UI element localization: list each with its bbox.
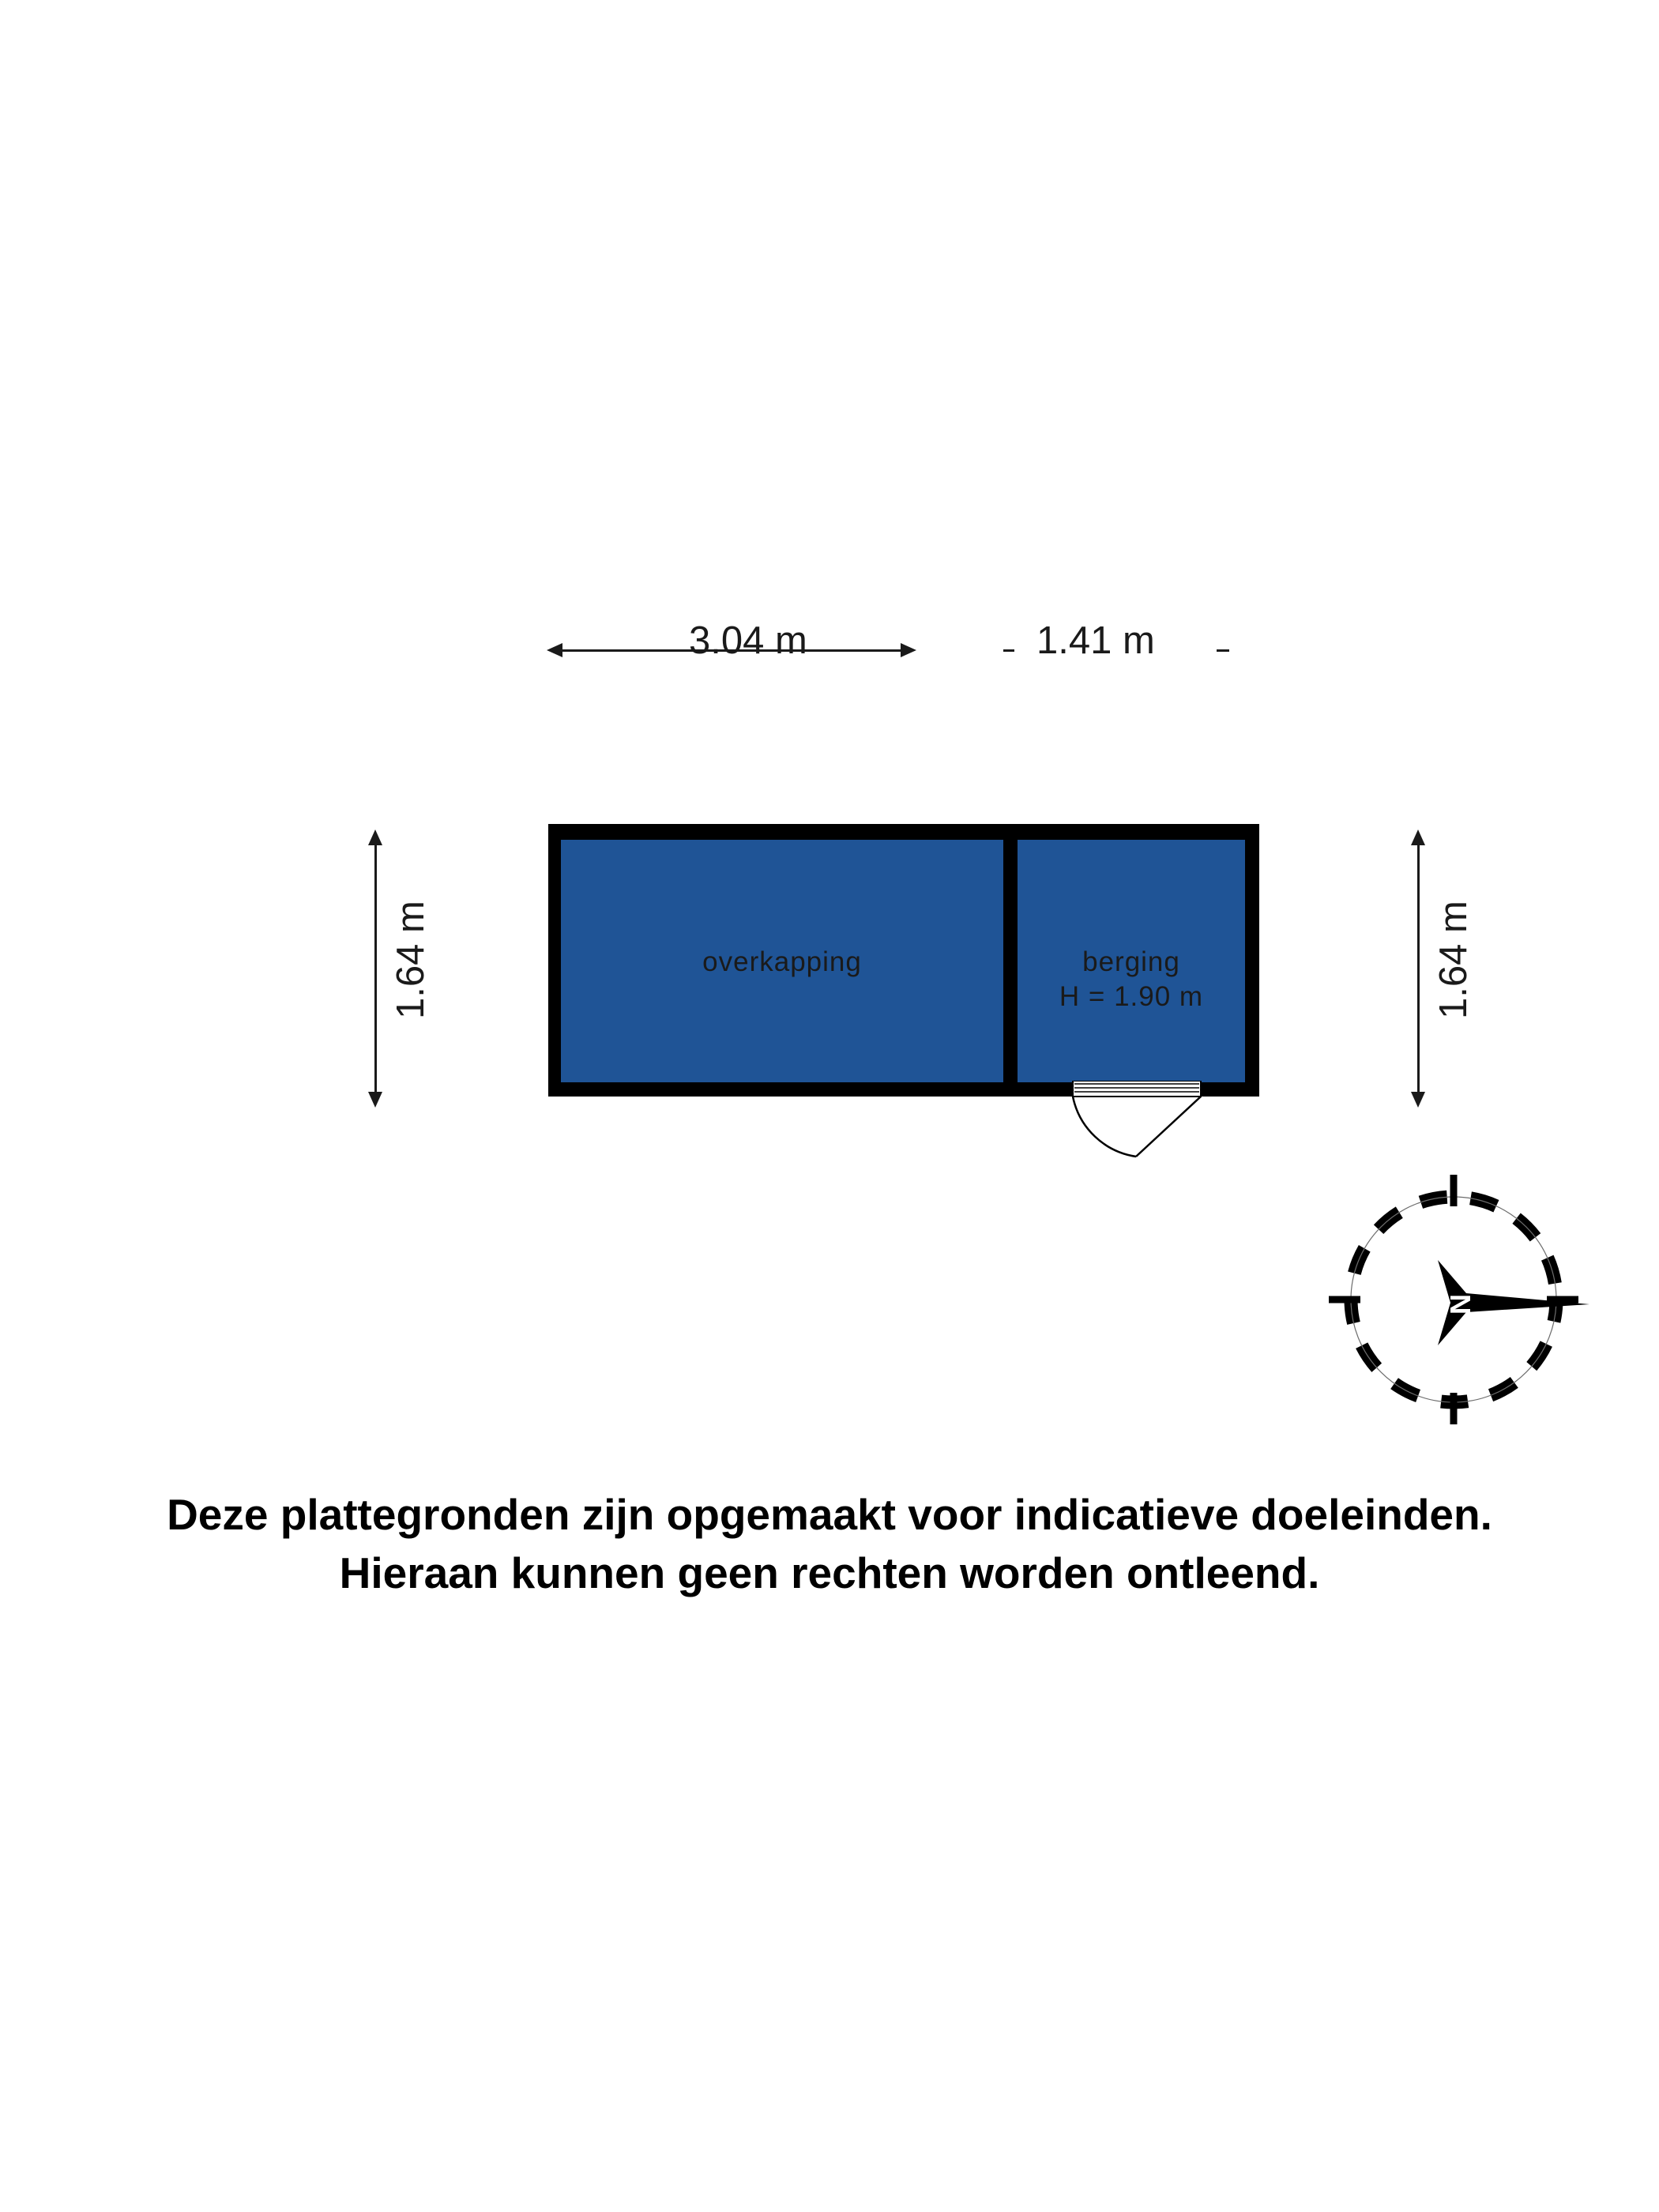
disclaimer-line-2: Hieraan kunnen geen rechten worden ontleend. [339, 1548, 1320, 1598]
door-swing-icon [1051, 1081, 1272, 1183]
disclaimer-line-1: Deze plattegronden zijn opgemaakt voor indicatieve doeleinden. [167, 1490, 1492, 1539]
dimension-label-top-left: 3.04 m [689, 619, 807, 662]
room-label-berging [1013, 945, 1250, 1014]
dimension-label-left: 1.64 m [389, 901, 432, 1019]
compass-north-label: N [1444, 1294, 1477, 1315]
room-label-berging-height: H = 1.90 m [1059, 980, 1204, 1012]
compass-rose-icon [1311, 1157, 1596, 1442]
disclaimer [0, 1485, 1659, 1603]
room-label-berging-text: berging [1082, 946, 1180, 977]
room-label-overkapping [664, 945, 901, 980]
dimension-label-right: 1.64 m [1432, 901, 1475, 1019]
dimension-label-top-right: 1.41 m [1036, 619, 1155, 662]
room-label-overkapping-text: overkapping [702, 946, 862, 977]
